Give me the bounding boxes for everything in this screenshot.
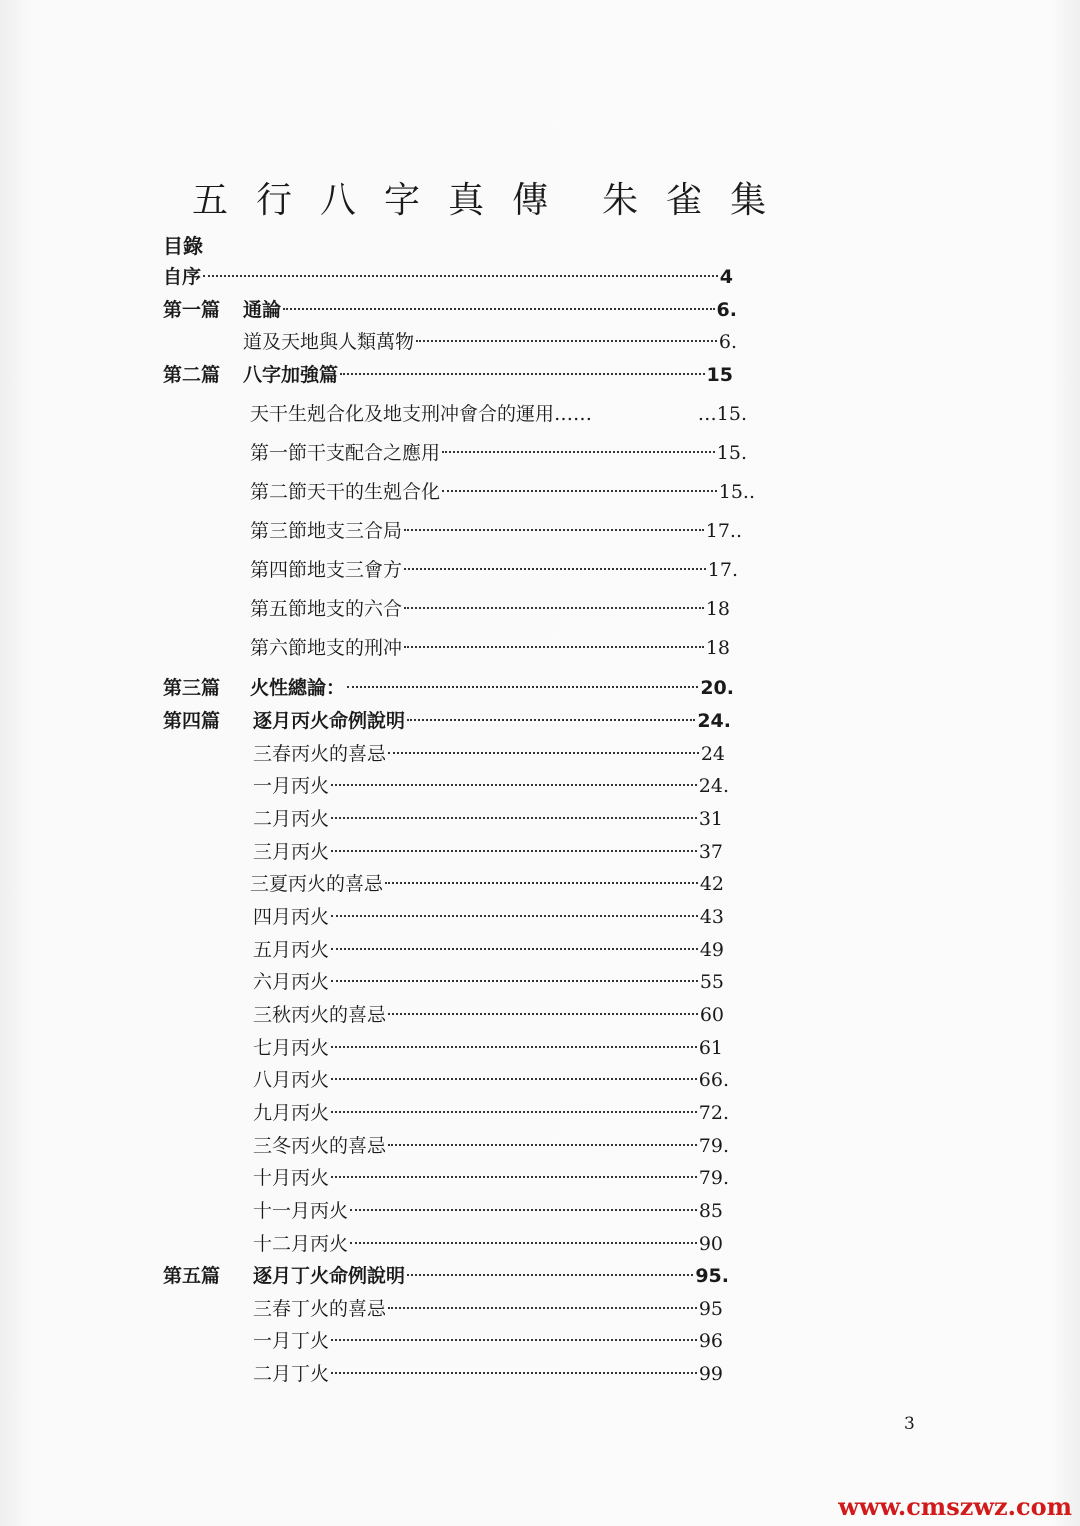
entry-page: 31 bbox=[698, 808, 723, 830]
toc-heading: 目錄 bbox=[163, 234, 203, 258]
entry-title: 十一月丙火 bbox=[253, 1200, 349, 1222]
entry-title: 二月丁火 bbox=[253, 1363, 330, 1385]
toc-entry[interactable] bbox=[253, 967, 724, 997]
entry-page: 37 bbox=[698, 841, 723, 863]
entry-page: 49 bbox=[699, 939, 724, 961]
entry-title: 八月丙火 bbox=[253, 1069, 330, 1091]
toc-entry[interactable] bbox=[163, 262, 733, 292]
entry-title: 天干生剋合化及地支刑冲會合的運用…… bbox=[250, 403, 593, 425]
title-char: 真 bbox=[448, 180, 485, 221]
entry-title: 二月丙火 bbox=[253, 808, 330, 830]
entry-page: 6. bbox=[716, 299, 737, 321]
entry-page: 72. bbox=[698, 1102, 729, 1124]
entry-page: 43 bbox=[699, 906, 724, 928]
toc-entry[interactable] bbox=[253, 1359, 723, 1389]
entry-title: 第六節地支的刑冲 bbox=[250, 637, 403, 659]
toc-entry[interactable] bbox=[250, 555, 738, 585]
entry-page: 17.. bbox=[705, 520, 742, 542]
entry-title: 第四節地支三會方 bbox=[250, 559, 403, 581]
entry-title: 四月丙火 bbox=[253, 906, 330, 928]
toc-entry[interactable] bbox=[253, 1098, 729, 1128]
entry-page: 79. bbox=[698, 1167, 729, 1189]
entry-title: 十二月丙火 bbox=[253, 1233, 349, 1255]
entry-title: 通論 bbox=[243, 299, 282, 321]
entry-page: 6. bbox=[718, 331, 737, 353]
toc-entry[interactable] bbox=[253, 1163, 729, 1193]
title-char: 集 bbox=[730, 180, 767, 221]
entry-title: 三冬丙火的喜忌 bbox=[253, 1135, 387, 1157]
entry-title: 第五節地支的六合 bbox=[250, 598, 403, 620]
toc-entry[interactable] bbox=[250, 477, 755, 507]
entry-page: 61 bbox=[698, 1037, 723, 1059]
entry-page: 96 bbox=[698, 1330, 723, 1352]
entry-page: 99 bbox=[698, 1363, 723, 1385]
entry-title: 第二節天干的生剋合化 bbox=[250, 481, 441, 503]
toc-entry[interactable] bbox=[253, 1065, 729, 1095]
part-label: 第四篇 bbox=[163, 710, 221, 732]
entry-title: 三月丙火 bbox=[253, 841, 330, 863]
entry-page: 95 bbox=[698, 1298, 723, 1320]
part-label: 第五篇 bbox=[163, 1265, 221, 1287]
entry-title: 火性總論： bbox=[250, 677, 346, 699]
entry-page: 15.. bbox=[718, 481, 755, 503]
entry-page: 4 bbox=[719, 266, 733, 288]
toc-entry[interactable] bbox=[243, 327, 737, 357]
watermark: www.cmszwz.com bbox=[838, 1492, 1072, 1521]
entry-page: 85 bbox=[698, 1200, 723, 1222]
entry-title: 三夏丙火的喜忌 bbox=[250, 873, 384, 895]
toc-entry[interactable] bbox=[250, 516, 742, 546]
toc-entry[interactable] bbox=[253, 804, 723, 834]
entry-page: 15. bbox=[716, 442, 747, 464]
entry-page: 17. bbox=[707, 559, 738, 581]
entry-title: 第三節地支三合局 bbox=[250, 520, 403, 542]
toc-entry[interactable] bbox=[253, 837, 723, 867]
entry-title: 三春丁火的喜忌 bbox=[253, 1298, 387, 1320]
entry-title: 十月丙火 bbox=[253, 1167, 330, 1189]
toc-entry[interactable] bbox=[253, 739, 725, 769]
entry-page: 42 bbox=[699, 873, 724, 895]
entry-title: 九月丙火 bbox=[253, 1102, 330, 1124]
entry-page: 15 bbox=[706, 364, 733, 386]
toc-entry[interactable] bbox=[253, 706, 731, 736]
title-char: 八 bbox=[320, 180, 357, 221]
entry-page: …15. bbox=[697, 403, 747, 425]
title-char: 行 bbox=[256, 180, 293, 221]
entry-page: 66. bbox=[698, 1069, 729, 1091]
entry-title: 逐月丁火命例說明 bbox=[253, 1265, 406, 1287]
entry-page: 20. bbox=[700, 677, 734, 699]
entry-title: 五月丙火 bbox=[253, 939, 330, 961]
entry-page: 24 bbox=[700, 743, 725, 765]
entry-title: 一月丁火 bbox=[253, 1330, 330, 1352]
entry-page: 24. bbox=[698, 775, 729, 797]
title-char: 五 bbox=[192, 180, 229, 221]
toc-entry[interactable] bbox=[253, 1000, 724, 1030]
toc-entry[interactable] bbox=[253, 902, 724, 932]
toc-entry[interactable] bbox=[253, 1033, 723, 1063]
entry-title: 道及天地與人類萬物 bbox=[243, 331, 415, 353]
entry-page: 60 bbox=[699, 1004, 724, 1026]
toc-entry[interactable] bbox=[250, 399, 747, 429]
page-number: 3 bbox=[904, 1414, 915, 1434]
entry-title: 自序 bbox=[163, 266, 202, 288]
toc-entry[interactable] bbox=[250, 594, 730, 624]
toc-entry[interactable] bbox=[250, 869, 724, 899]
part-label: 第三篇 bbox=[163, 677, 221, 699]
entry-title: 三秋丙火的喜忌 bbox=[253, 1004, 387, 1026]
toc-entry[interactable] bbox=[250, 633, 730, 663]
title-char: 雀 bbox=[666, 180, 703, 221]
title-char: 朱 bbox=[602, 180, 639, 221]
toc-entry[interactable] bbox=[243, 360, 733, 390]
book-title bbox=[192, 172, 794, 223]
entry-page: 95. bbox=[695, 1265, 729, 1287]
entry-page: 55 bbox=[699, 971, 724, 993]
toc-entry[interactable] bbox=[243, 295, 737, 325]
title-char: 字 bbox=[384, 180, 421, 221]
entry-title: 逐月丙火命例說明 bbox=[253, 710, 406, 732]
entry-page: 79. bbox=[698, 1135, 729, 1157]
entry-title: 六月丙火 bbox=[253, 971, 330, 993]
entry-title: 一月丙火 bbox=[253, 775, 330, 797]
title-char: 傳 bbox=[512, 180, 549, 221]
entry-title: 三春丙火的喜忌 bbox=[253, 743, 387, 765]
toc-entry[interactable] bbox=[253, 1261, 729, 1291]
toc-entry[interactable] bbox=[253, 935, 724, 965]
entry-page: 24. bbox=[697, 710, 731, 732]
toc-entry[interactable] bbox=[253, 1131, 729, 1161]
toc-entry[interactable] bbox=[253, 1326, 723, 1356]
entry-title: 七月丙火 bbox=[253, 1037, 330, 1059]
toc-entry[interactable] bbox=[253, 1229, 723, 1259]
toc-entry[interactable] bbox=[253, 1196, 723, 1226]
part-label: 第一篇 bbox=[163, 299, 221, 321]
entry-page: 18 bbox=[705, 637, 730, 659]
toc-entry[interactable] bbox=[253, 1294, 723, 1324]
entry-title: 第一節干支配合之應用 bbox=[250, 442, 441, 464]
entry-page: 90 bbox=[698, 1233, 723, 1255]
toc-entry[interactable] bbox=[253, 771, 729, 801]
toc-entry[interactable] bbox=[250, 673, 734, 703]
entry-title: 八字加強篇 bbox=[243, 364, 339, 386]
toc-entry[interactable] bbox=[250, 438, 747, 468]
entry-page: 18 bbox=[705, 598, 730, 620]
part-label: 第二篇 bbox=[163, 364, 221, 386]
